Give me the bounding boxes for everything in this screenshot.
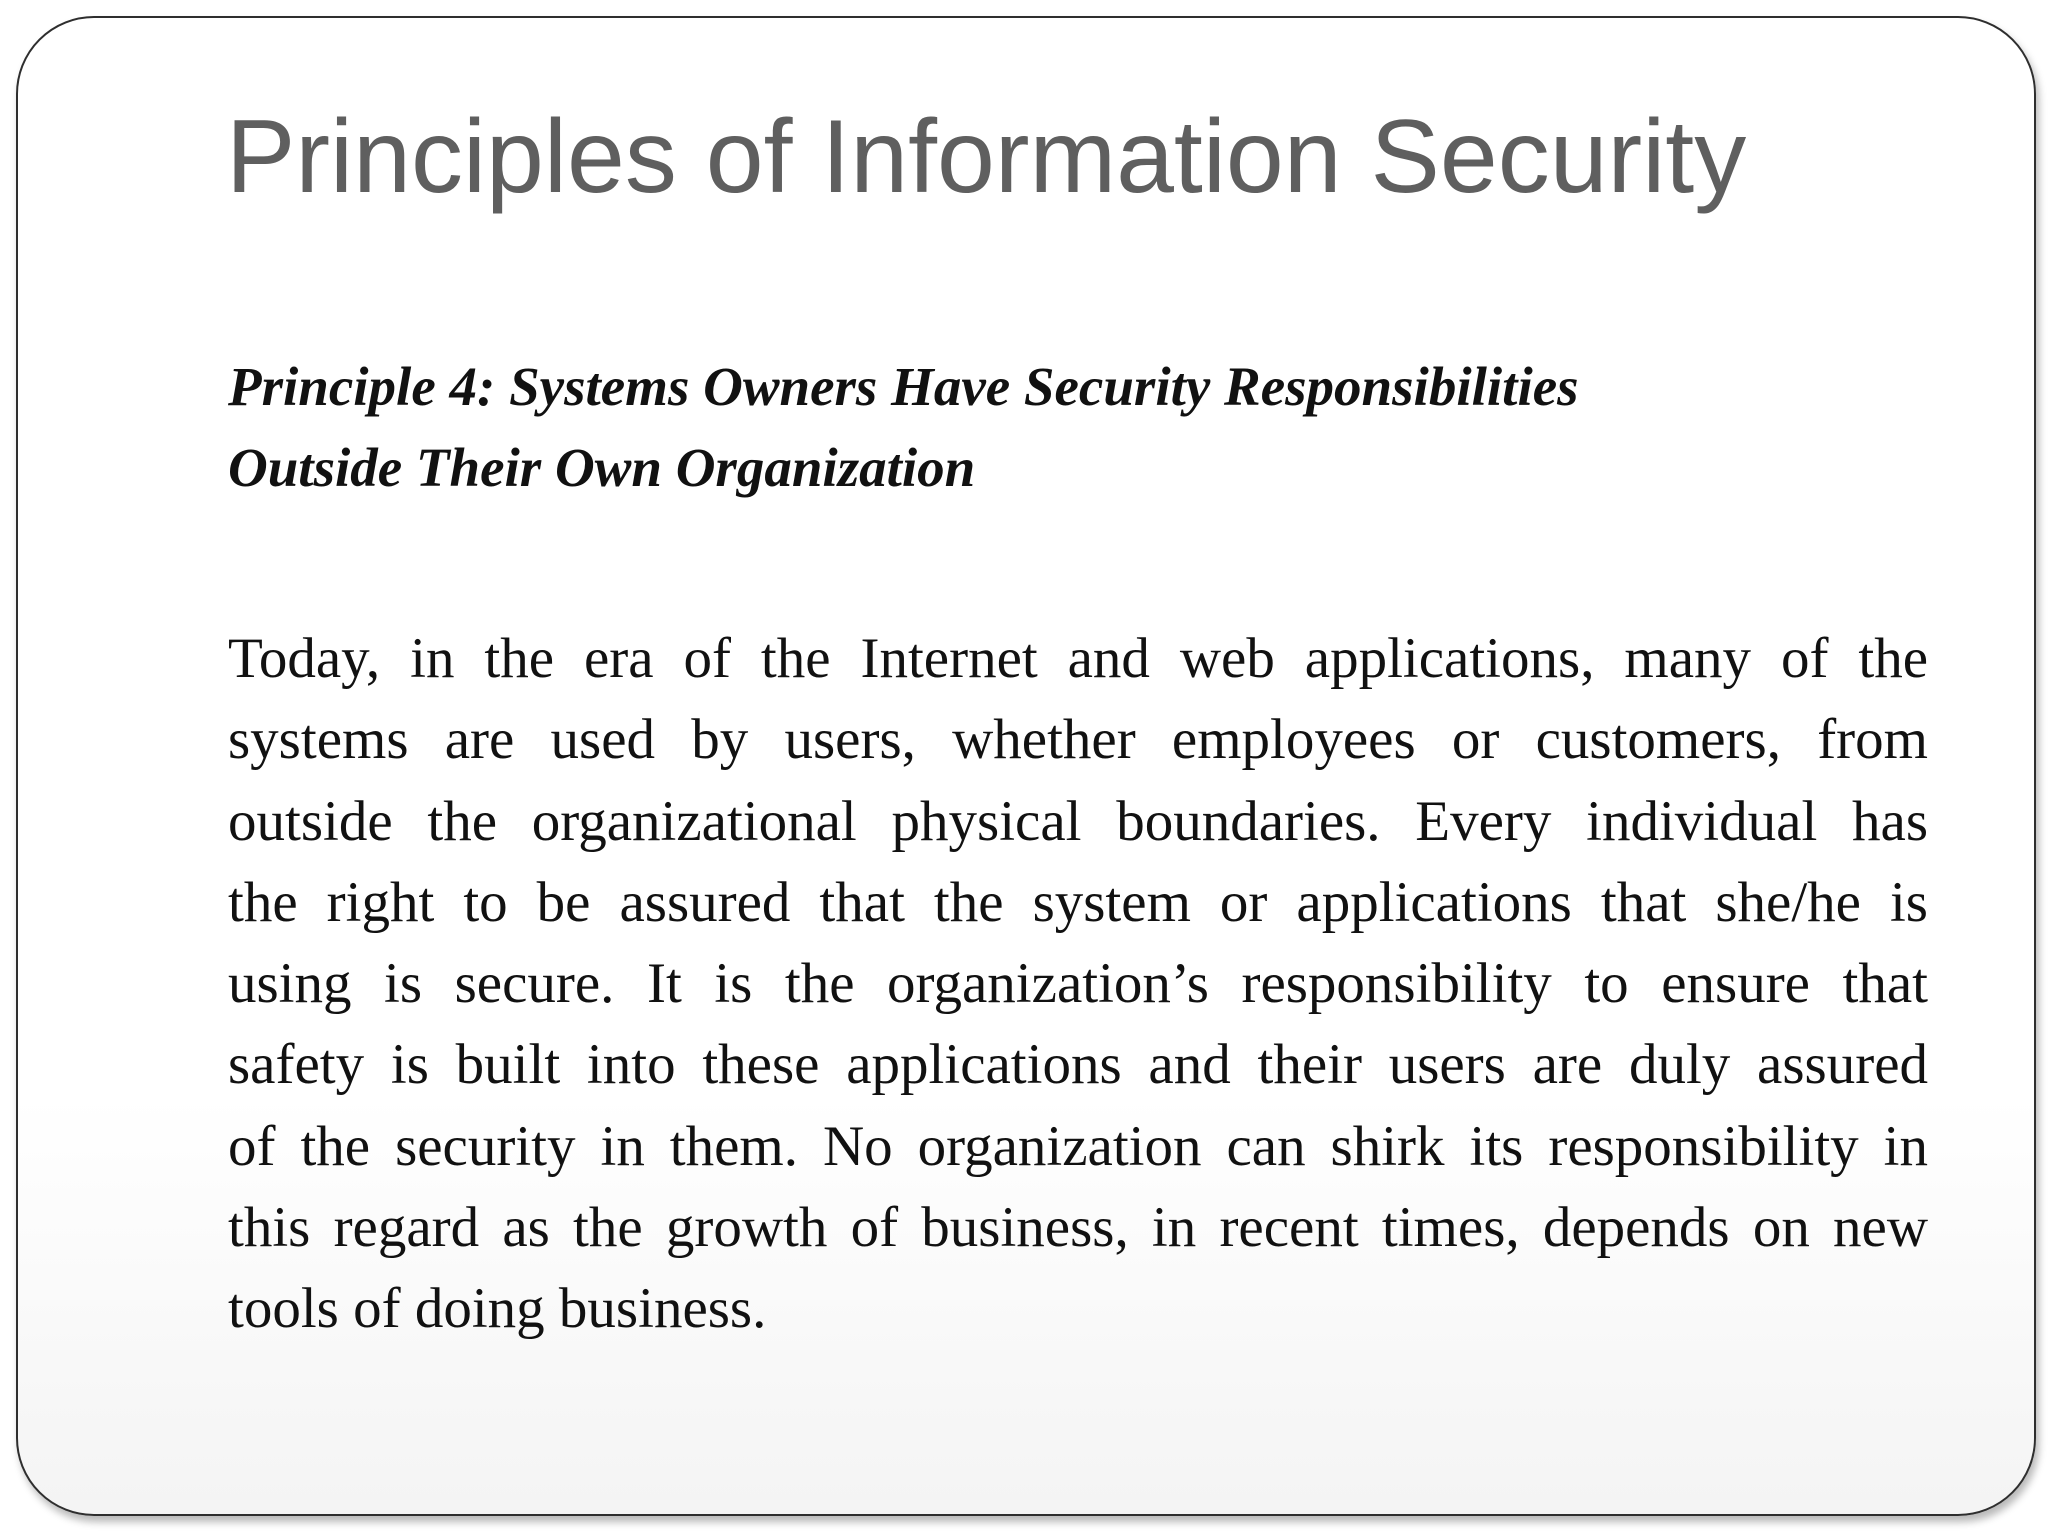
principle-heading-line: Principle 4: Systems Owners Have Security Responsibilities xyxy=(228,356,1579,417)
principle-heading-line: Outside Their Own Organization xyxy=(228,437,976,498)
slide-title: Principles of Information Security xyxy=(226,99,1747,215)
body-line: this regard as the growth of business, in recent times, depends on new xyxy=(228,1196,1928,1260)
body-paragraph xyxy=(228,618,1928,1350)
body-line: the right to be assured that the system or applications that she/he is xyxy=(228,870,1928,934)
body-line: Today, in the era of the Internet and web applications, many of the xyxy=(228,627,1928,690)
body-line: safety is built into these applications and their users are duly assured xyxy=(228,1033,1928,1097)
body-line: of the security in them. No organization can shirk its responsibility in xyxy=(228,1114,1928,1178)
body-line: tools of doing business. xyxy=(228,1277,767,1341)
body-line: outside the organizational physical boundaries. Every individual has xyxy=(228,789,1928,853)
principle-heading xyxy=(228,346,1928,508)
body-line: using is secure. It is the organization’s responsibility to ensure that xyxy=(228,952,1928,1016)
body-line: systems are used by users, whether employees or customers, from xyxy=(228,708,1928,772)
